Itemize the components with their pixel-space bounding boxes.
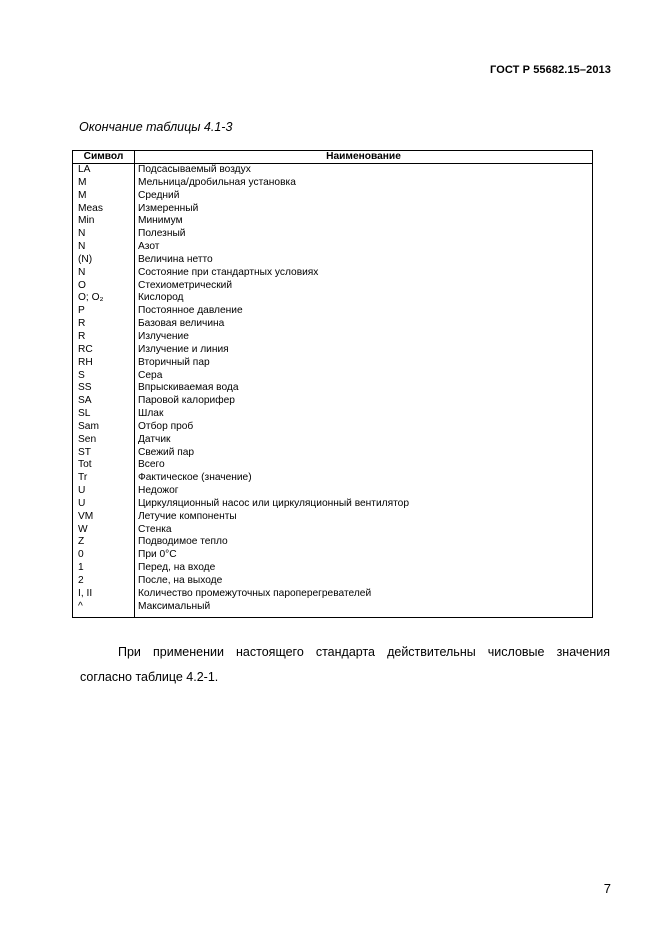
page-number: 7 xyxy=(603,881,611,896)
body-paragraph: При применении настоящего стандарта действительны числовые значения согласно таблице 4.2-1. xyxy=(80,645,610,684)
name-cell: Стехиометрический xyxy=(138,279,233,291)
symbol-cell: 0 xyxy=(73,549,135,562)
name-cell: При 0°С xyxy=(138,549,177,561)
symbol-cell: SL xyxy=(73,408,135,421)
name-cell: Паровой калорифер xyxy=(138,395,235,407)
table-row xyxy=(73,357,593,370)
symbol-cell: M xyxy=(73,190,135,203)
name-cell: Кислород xyxy=(138,292,184,304)
table-row xyxy=(73,421,593,434)
table-row xyxy=(73,447,593,460)
table-row xyxy=(73,280,593,293)
table-row xyxy=(73,254,593,267)
table-caption: Окончание таблицы 4.1-3 xyxy=(79,120,233,134)
symbol-cell: LA xyxy=(73,164,135,177)
symbol-cell: Min xyxy=(73,215,135,228)
symbol-cell: Z xyxy=(73,536,135,549)
symbol-cell: N xyxy=(73,267,135,280)
table-header-row xyxy=(73,151,593,164)
table-row xyxy=(73,382,593,395)
name-cell: Минимум xyxy=(138,215,183,227)
name-cell: Полезный xyxy=(138,228,186,240)
table-row xyxy=(73,524,593,537)
table-row xyxy=(73,267,593,280)
table-body xyxy=(73,164,593,618)
document-code: ГОСТ Р 55682.15–2013 xyxy=(490,64,611,76)
name-cell: Недожог xyxy=(138,485,179,497)
name-cell: Вторичный пар xyxy=(138,356,210,368)
name-cell: Азот xyxy=(138,241,160,253)
symbol-cell: Sen xyxy=(73,434,135,447)
table-row xyxy=(73,434,593,447)
symbol-cell: SA xyxy=(73,395,135,408)
name-cell: Средний xyxy=(138,189,180,201)
symbol-cell: U xyxy=(73,498,135,511)
symbol-cell: (N) xyxy=(73,254,135,267)
symbol-cell: RC xyxy=(73,344,135,357)
table-row xyxy=(73,549,593,562)
table-row xyxy=(73,164,593,177)
name-cell: Измеренный xyxy=(138,202,199,214)
table-row xyxy=(73,575,593,588)
table-row xyxy=(73,305,593,318)
table-row xyxy=(73,318,593,331)
table-row xyxy=(73,228,593,241)
table-row xyxy=(73,536,593,549)
table-row xyxy=(73,215,593,228)
name-cell: Фактическое (значение) xyxy=(138,472,252,484)
symbol-cell: I, II xyxy=(73,588,135,601)
name-cell: Сера xyxy=(138,369,163,381)
table-row xyxy=(73,472,593,485)
symbol-cell: O; O₂ xyxy=(73,292,135,305)
name-cell: Шлак xyxy=(138,408,164,420)
symbol-cell: Sam xyxy=(73,421,135,434)
name-cell: Излучение xyxy=(138,330,189,342)
symbol-cell: R xyxy=(73,331,135,344)
name-cell: Свежий пар xyxy=(138,446,195,458)
name-cell: Состояние при стандартных условиях xyxy=(138,266,319,278)
symbol-cell: SS xyxy=(73,382,135,395)
table-row xyxy=(73,331,593,344)
name-cell: Впрыскиваемая вода xyxy=(138,382,239,394)
name-cell: Величина нетто xyxy=(138,253,213,265)
table-row xyxy=(73,370,593,383)
name-cell: Базовая величина xyxy=(138,318,225,330)
name-cell: Подводимое тепло xyxy=(138,536,228,548)
name-cell: Максимальный xyxy=(138,600,211,612)
table-row xyxy=(73,588,593,601)
name-cell: Перед, на входе xyxy=(138,562,216,574)
name-cell: Количество промежуточных пароперегревателей xyxy=(138,587,372,599)
symbol-cell: 1 xyxy=(73,562,135,575)
name-cell: Стенка xyxy=(138,523,172,535)
name-cell: Подсасываемый воздух xyxy=(138,164,251,175)
symbol-cell: P xyxy=(73,305,135,318)
symbol-cell: VM xyxy=(73,511,135,524)
table-row xyxy=(73,485,593,498)
table-row xyxy=(73,511,593,524)
symbol-cell: Tot xyxy=(73,459,135,472)
symbol-cell: R xyxy=(73,318,135,331)
name-cell: Постоянное давление xyxy=(138,305,243,317)
table-row xyxy=(73,562,593,575)
table-row xyxy=(73,601,593,617)
name-cell: Излучение и линия xyxy=(138,343,229,355)
symbol-cell: U xyxy=(73,485,135,498)
symbol-cell: RH xyxy=(73,357,135,370)
symbol-cell: ^ xyxy=(73,601,135,617)
symbol-cell: W xyxy=(73,524,135,537)
column-header-name: Наименование xyxy=(135,151,593,164)
name-cell: Датчик xyxy=(138,433,171,445)
table-row xyxy=(73,292,593,305)
column-header-symbol: Символ xyxy=(73,151,135,164)
table-row xyxy=(73,459,593,472)
symbol-cell: M xyxy=(73,177,135,190)
symbol-cell: S xyxy=(73,370,135,383)
table-row xyxy=(73,395,593,408)
table-row xyxy=(73,177,593,190)
table-row xyxy=(73,344,593,357)
table-row xyxy=(73,498,593,511)
symbol-cell: N xyxy=(73,241,135,254)
symbol-cell: N xyxy=(73,228,135,241)
symbol-cell: 2 xyxy=(73,575,135,588)
symbol-cell: Tr xyxy=(73,472,135,485)
table-row xyxy=(73,190,593,203)
name-cell: Циркуляционный насос или циркуляционный вентилятор xyxy=(138,497,409,509)
name-cell: Мельница/дробильная установка xyxy=(138,176,296,188)
table-row xyxy=(73,203,593,216)
symbols-table xyxy=(72,150,593,618)
name-cell: Отбор проб xyxy=(138,420,194,432)
symbol-cell: ST xyxy=(73,447,135,460)
table-row xyxy=(73,408,593,421)
table-row xyxy=(73,241,593,254)
name-cell: Летучие компоненты xyxy=(138,510,237,522)
name-cell: После, на выходе xyxy=(138,575,223,586)
name-cell: Всего xyxy=(138,459,165,471)
symbol-cell: Meas xyxy=(73,203,135,216)
symbol-cell: O xyxy=(73,280,135,293)
